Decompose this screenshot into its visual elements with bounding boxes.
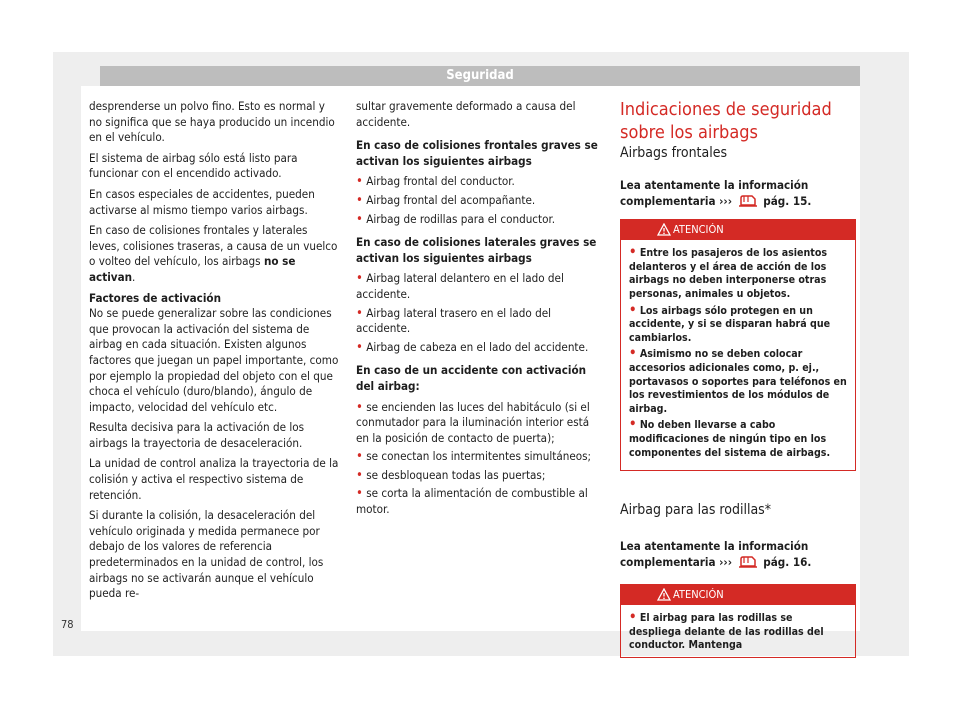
bullet-icon: • <box>356 486 363 502</box>
list-item: • Los airbags sólo protegen en un accidente, y si se disparan habrá que cambiarlos. <box>629 302 831 344</box>
bullet-icon: • <box>356 399 363 415</box>
bullet-icon: • <box>356 467 363 483</box>
bullet-icon: • <box>356 271 363 287</box>
list-item: • Airbag de cabeza en el lado del accidente. <box>356 339 589 355</box>
warning-box <box>620 584 856 658</box>
lead-paragraph: Lea atentamente la información complementaria ››› pág. 15. <box>620 178 812 208</box>
column-2 <box>356 99 602 521</box>
paragraph-text: En caso de colisiones frontales y laterales leves, colisiones traseras, a causa de un vuelco o volteo del vehículo, los airbags <box>89 223 338 269</box>
emphasis-text: no se activan <box>89 254 296 284</box>
column-1 <box>89 99 341 607</box>
frontal-collision-heading: En caso de colisiones frontales graves se activan los siguientes airbags <box>356 138 598 168</box>
bullet-icon: • <box>629 302 637 318</box>
page-header-title: Seguridad <box>446 68 514 83</box>
knee-airbag-title: Airbag para las rodillas* <box>620 502 772 519</box>
paragraph: No se puede generalizar sobre las condiciones que provocan la activación del sistema de airbag en cada situación. Existen algunos factores que juegan un papel importante, como por ejemplo la propiedad del objeto con el que choca el vehículo (duro/blando), ángulo de impacto, velocidad del vehículo etc. <box>89 306 339 414</box>
bullet-icon: • <box>356 192 363 208</box>
chevrons-right-icon: ››› <box>719 554 733 569</box>
list-item: • se conectan los intermitentes simultáneos; <box>356 449 592 465</box>
bullet-icon: • <box>356 305 363 321</box>
warning-header <box>621 220 855 240</box>
list-item: • Asimismo no se deben colocar accesorios adicionales como, p. ej., portavasos o soportes para teléfonos en los revestimientos de los módulos de airbag. <box>629 346 847 415</box>
factors-heading: Factores de activación <box>89 290 222 305</box>
list-item: • No deben llevarse a cabo modificaciones de ningún tipo en los componentes del sistema de airbags. <box>629 417 831 459</box>
list-item: • Entre los pasajeros de los asientos delanteros y el área de acción de los airbags no deben interponerse otras personas, animales u objetos. <box>629 245 828 300</box>
bullet-icon: • <box>356 339 363 355</box>
list-item: • Airbag frontal del conductor. <box>356 174 515 190</box>
warning-body <box>621 605 855 657</box>
accident-heading: En caso de un accidente con activación del airbag: <box>356 363 587 393</box>
bullet-icon: • <box>356 449 363 465</box>
bullet-icon: • <box>629 610 637 626</box>
warning-header <box>621 585 855 605</box>
book-reference-icon <box>738 555 758 569</box>
page-number: 78 <box>61 618 74 631</box>
warning-label: ATENCIÓN <box>673 588 724 602</box>
list-item: • Airbag frontal del acompañante. <box>356 192 536 208</box>
column-3 <box>620 98 856 658</box>
section-subtitle: Airbags frontales <box>620 145 728 161</box>
paragraph: El sistema de airbag sólo está listo para funcionar con el encendido activado. <box>89 150 298 181</box>
paragraph-end: . <box>132 269 136 284</box>
warning-label: ATENCIÓN <box>673 223 724 237</box>
list-item: • El airbag para las rodillas se despliega delante de las rodillas del conductor. Mantenga <box>629 610 824 652</box>
chevrons-right-icon: ››› <box>719 193 733 208</box>
bullet-icon: • <box>356 174 363 190</box>
warning-box <box>620 219 856 471</box>
paragraph <box>89 223 341 285</box>
warning-icon <box>657 588 671 601</box>
paragraph: En casos especiales de accidentes, pueden activarse al mismo tiempo varios airbags. <box>89 186 315 217</box>
list-item: • se corta la alimentación de combustible al motor. <box>356 486 588 517</box>
book-reference-icon <box>738 194 758 208</box>
paragraph: Resulta decisiva para la activación de los airbags la trayectoria de desaceleración. <box>89 420 305 450</box>
list-item: • se desbloquean todas las puertas; <box>356 467 546 483</box>
lead-paragraph: Lea atentamente la información complementaria ››› pág. 16. <box>620 539 812 569</box>
bullet-icon: • <box>629 417 637 433</box>
paragraph: sultar gravemente deformado a causa del accidente. <box>356 99 576 129</box>
bullet-icon: • <box>629 346 637 362</box>
paragraph: Si durante la colisión, la desaceleración del vehículo originada y medida permanece por debajo de los valores de referencia predeterminados en la unidad de control, los airbags no se activarán aunque el vehículo pueda re- <box>89 508 324 601</box>
lateral-collision-heading: En caso de colisiones laterales graves se activan los siguientes airbags <box>356 235 597 265</box>
bullet-icon: • <box>629 245 637 261</box>
list-item: • Airbag de rodillas para el conductor. <box>356 211 556 227</box>
paragraph: desprenderse un polvo fino. Esto es normal y no significa que se haya producido un incendio en el vehículo. <box>89 99 335 145</box>
warning-icon <box>657 223 671 236</box>
warning-body <box>621 240 855 470</box>
list-item: • Airbag lateral delantero en el lado del accidente. <box>356 271 564 301</box>
paragraph: La unidad de control analiza la trayectoria de la colisión y activa el respectivo sistema de retención. <box>89 456 339 502</box>
bullet-icon: • <box>356 211 363 227</box>
list-item: • Airbag lateral trasero en el lado del accidente. <box>356 305 552 336</box>
section-title: Indicaciones de seguridad sobre los airbags <box>620 99 832 143</box>
list-item: • se encienden las luces del habitáculo (si el conmutador para la iluminación interior está en la posición de contacto de puerta); <box>356 399 590 445</box>
